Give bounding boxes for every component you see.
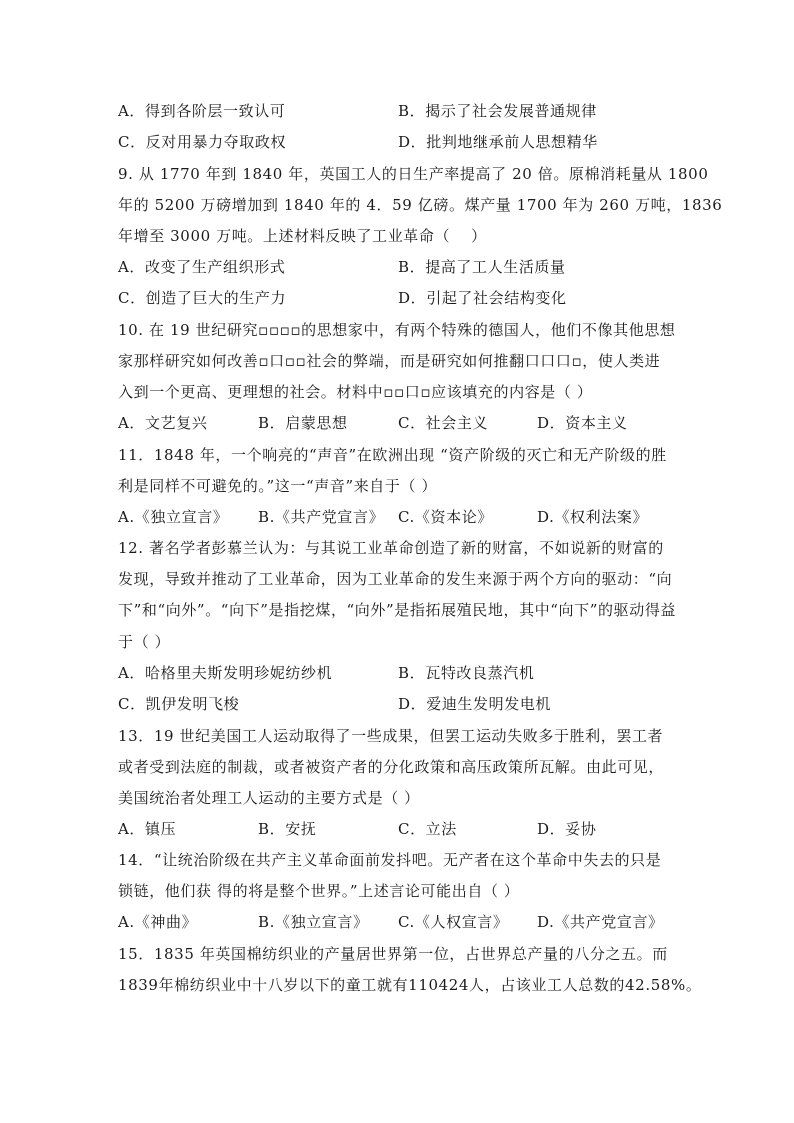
q13-option-c: C．立法 (398, 820, 457, 838)
q10-option-b: B．启蒙思想 (258, 414, 348, 432)
q11-option-c: C.《资本论》 (398, 508, 493, 526)
q9-option-c: C．创造了巨大的生产力 (118, 289, 287, 307)
q9-option-d: D．引起了社会结构变化 (398, 289, 567, 307)
q13-stem-line: 或者受到法庭的制裁，或者被资产者的分化政策和高压政策所瓦解。由此可见， (118, 758, 665, 776)
q12-option-a: A．哈格里夫斯发明珍妮纺纱机 (118, 664, 333, 682)
q10-option-a: A．文艺复兴 (118, 414, 208, 432)
q12-option-b: B．瓦特改良蒸汽机 (398, 664, 535, 682)
q10-stem-line: 10. 在 19 世纪研究▫▫▫▫的思想家中，有两个特殊的德国人，他们不像其他思想 (118, 321, 676, 339)
q15-stem-line: 1839年棉纺织业中十八岁以下的童工就有110424人，占该业工人总数的42.58%。 (118, 976, 702, 994)
q13-option-b: B．安抚 (258, 820, 317, 838)
q14-option-b: B.《独立宣言》 (258, 913, 369, 931)
q8-option-c: C．反对用暴力夺取政权 (118, 133, 287, 151)
q11-option-b: B.《共产党宣言》 (258, 508, 385, 526)
q9-stem-line: 9. 从 1770 年到 1840 年，英国工人的日生产率提高了 20 倍。原棉消耗量从 1800 (118, 165, 709, 183)
q11-option-a: A.《独立宣言》 (118, 508, 229, 526)
q8-option-a: A．得到各阶层一致认可 (118, 102, 286, 120)
q13-option-a: A．镇压 (118, 820, 177, 838)
q12-option-c: C．凯伊发明飞梭 (118, 695, 240, 713)
q8-option-d: D．批判地继承前人思想精华 (398, 133, 598, 151)
q12-option-d: D．爱迪生发明发电机 (398, 695, 552, 713)
q11-stem-line: 利是同样不可避免的。”这一“声音”来自于（ ） (118, 477, 438, 495)
q15-stem-line: 15．1835 年英国棉纺织业的产量居世界第一位，占世界总产量的八分之五。而 (118, 945, 668, 963)
q9-stem-line: 年的 5200 万磅增加到 1840 年的 4．59 亿磅。煤产量 1700 年为 260 万吨，1836 (118, 196, 723, 214)
q10-stem-line: 家那样研究如何改善▫口▫▫社会的弊端，而是研究如何推翻口口口▫，使人类进 (118, 352, 661, 370)
q12-stem-line: 于（ ） (118, 633, 171, 651)
q9-option-a: A．改变了生产组织形式 (118, 258, 286, 276)
q10-option-d: D．资本主义 (537, 414, 628, 432)
q9-stem-line: 年增至 3000 万吨。上述材料反映了工业革命（ ） (118, 227, 487, 245)
q12-stem-line: 发现，导致并推动了工业革命，因为工业革命的发生来源于两个方向的驱动：“向 (118, 570, 673, 588)
q14-option-d: D.《共产党宣言》 (537, 913, 664, 931)
q12-stem-line: 12. 著名学者彭慕兰认为：与其说工业革命创造了新的财富，不如说新的财富的 (118, 539, 664, 557)
q13-stem-line: 13．19 世纪美国工人运动取得了一些成果，但罢工运动失败多于胜利，罢工者 (118, 727, 664, 745)
q14-stem-line: 锁链，他们获 得的将是整个世界。”上述言论可能出自（ ） (118, 882, 520, 900)
q10-stem-line: 入到一个更高、更理想的社会。材料中▫▫口▫应该填充的内容是（ ） (118, 383, 593, 401)
q14-stem-line: 14．“让统治阶级在共产主义革命面前发抖吧。无产者在这个革命中失去的只是 (118, 851, 662, 869)
q11-option-d: D.《权利法案》 (537, 508, 649, 526)
q14-option-a: A.《神曲》 (118, 913, 198, 931)
q13-stem-line: 美国统治者处理工人运动的主要方式是（ ） (118, 789, 420, 807)
q8-option-b: B．揭示了社会发展普通规律 (398, 102, 597, 120)
q12-stem-line: 下”和“向外”。“向下”是指挖煤，“向外”是指拓展殖民地，其中“向下”的驱动得益 (118, 601, 677, 619)
q13-option-d: D．妥协 (537, 820, 597, 838)
q9-option-b: B．提高了工人生活质量 (398, 258, 566, 276)
q14-option-c: C.《人权宣言》 (398, 913, 509, 931)
q11-stem-line: 11．1848 年，一个响亮的“声音”在欧洲出现 “资产阶级的灭亡和无产阶级的胜 (118, 446, 667, 464)
q10-option-c: C．社会主义 (398, 414, 489, 432)
